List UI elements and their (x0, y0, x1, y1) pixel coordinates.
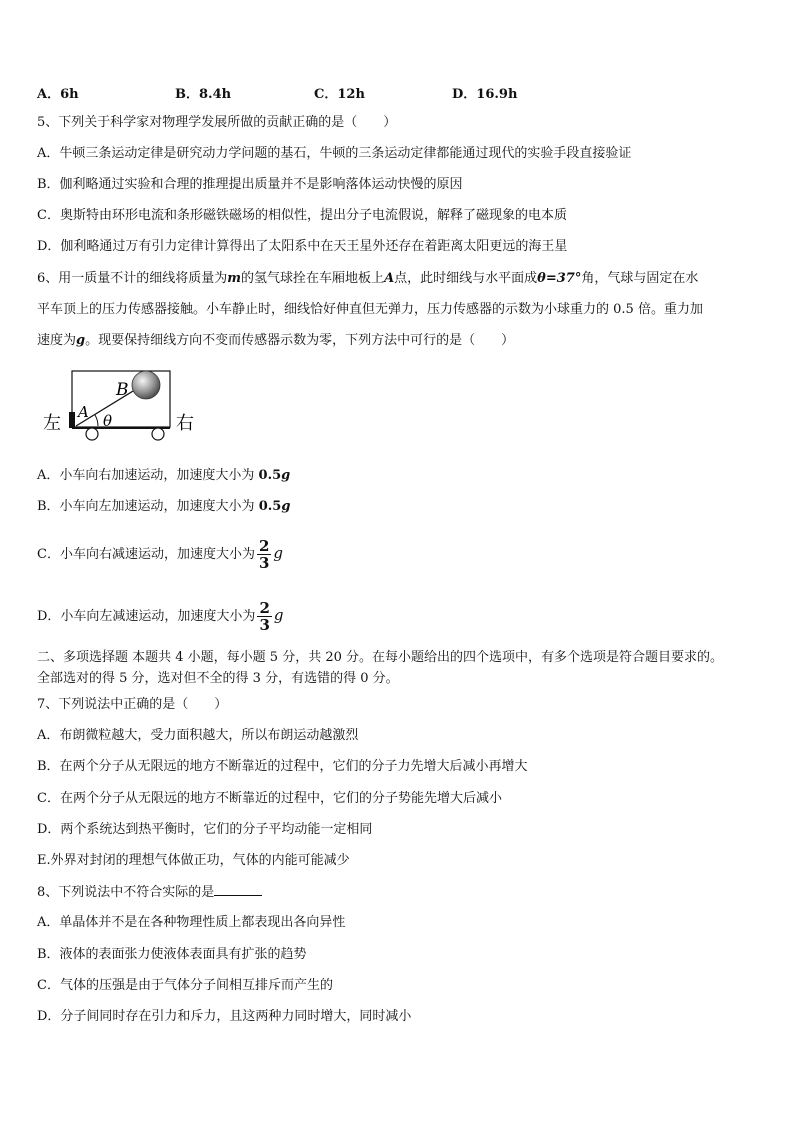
q5-option-b: B．伽利略通过实验和合理的推理提出质量并不是影响落体运动快慢的原因 (37, 177, 463, 192)
q4-option-c (314, 83, 365, 102)
q4-option-b (175, 83, 231, 102)
fraction (257, 600, 271, 633)
q6-option-c (37, 535, 283, 573)
anchor-block (69, 412, 75, 428)
option-unit: g (281, 499, 291, 514)
angle-value: θ=37° (537, 271, 582, 286)
label-right: 右 (176, 413, 194, 434)
text-span: 角，气球与固定在水 (581, 271, 699, 286)
balloon (132, 371, 160, 399)
q5-stem: 5、下列关于科学家对物理学发展所做的贡献正确的是（ ） (37, 115, 397, 130)
label-theta: θ (103, 412, 113, 430)
q6-stem-line1 (37, 270, 698, 288)
wheel-right (152, 428, 164, 440)
variable-m: m (227, 271, 242, 286)
section2-line1: 二、多项选择题 本题共 4 小题，每小题 5 分，共 20 分。在每小题给出的四个选项中，有多个选项是符合题目要求的。 (37, 650, 724, 665)
fraction-numerator: 2 (258, 537, 270, 555)
cart-balloon-figure (40, 368, 205, 446)
option-text: B．小车向左加速运动，加速度大小为 (37, 499, 259, 514)
option-value: 0.5 (258, 499, 282, 514)
text-span: 。现要保持细线方向不变而传感器示数为零，下列方法中可行的是（ ） (85, 333, 515, 348)
label-left: 左 (43, 413, 61, 434)
option-value: 16.9h (476, 87, 518, 102)
variable-a: A (384, 271, 395, 286)
option-value: 12h (337, 87, 365, 102)
fraction-numerator: 2 (259, 599, 270, 617)
option-text: D．小车向左减速运动，加速度大小为 (37, 609, 256, 624)
q6-option-d (37, 597, 283, 635)
q8-option-c: C．气体的压强是由于气体分子间相互排斥而产生的 (37, 978, 333, 993)
option-value: 0.5 (258, 468, 282, 483)
q4-option-a (37, 83, 79, 102)
text-span: 6、用一质量不计的细线将质量为 (37, 271, 228, 286)
q7-option-d: D．两个系统达到热平衡时，它们的分子平均动能一定相同 (37, 822, 373, 837)
text-span: 的氢气球拴在车厢地板上 (241, 271, 385, 286)
q5-option-a: A．牛顿三条运动定律是研究动力学问题的基石，牛顿的三条运动定律都能通过现代的实验手段直接验证 (37, 146, 632, 161)
q8-stem (37, 883, 262, 902)
q8-option-d: D．分子间同时存在引力和斥力，且这两种力同时增大，同时减小 (37, 1009, 412, 1024)
option-text: A．小车向右加速运动，加速度大小为 (37, 468, 259, 483)
option-unit: g (273, 544, 283, 562)
label-point-b: B (116, 380, 129, 400)
answer-blank (214, 883, 262, 896)
q6-stem-line2: 平车顶上的压力传感器接触。小车静止时，细线恰好伸直但无弹力，压力传感器的示数为小球重力的 0.5 倍。重力加 (37, 302, 703, 317)
q5-option-d: D．伽利略通过万有引力定律计算得出了太阳系中在天王星外还存在着距离太阳更远的海王星 (37, 239, 568, 254)
q8-option-a: A．单晶体并不是在各种物理性质上都表现出各向异性 (37, 915, 346, 930)
option-label: C． (314, 87, 338, 102)
q6-option-a (37, 467, 290, 485)
q7-stem: 7、下列说法中正确的是（ ） (37, 697, 228, 712)
q6-option-b (37, 498, 290, 516)
angle-arc (95, 415, 98, 426)
section2-line2: 全部选对的得 5 分，选对但不全的得 3 分，有选错的得 0 分。 (37, 671, 399, 686)
q5-option-c: C．奥斯特由环形电流和条形磁铁磁场的相似性，提出分子电流假说，解释了磁现象的电本质 (37, 208, 567, 223)
variable-g: g (76, 333, 86, 348)
fraction-denominator: 3 (259, 616, 270, 634)
stem-text: 8、下列说法中不符合实际的是 (37, 885, 215, 900)
q7-option-a: A．布朗微粒越大，受力面积越大，所以布朗运动越激烈 (37, 728, 359, 743)
option-label: A． (37, 87, 61, 102)
option-unit: g (281, 468, 291, 483)
option-label: D． (452, 87, 477, 102)
label-point-a: A (78, 403, 89, 421)
option-unit: g (273, 606, 284, 624)
q6-stem-line3 (37, 332, 514, 350)
fraction (257, 538, 271, 571)
option-value: 8.4h (199, 87, 232, 102)
fraction-denominator: 3 (258, 554, 270, 572)
option-value: 6h (60, 87, 79, 102)
text-span: 速度为 (37, 333, 77, 348)
q7-option-e: E.外界对封闭的理想气体做正功，气体的内能可能减少 (37, 853, 350, 868)
option-text: C．小车向右减速运动，加速度大小为 (37, 547, 255, 562)
option-label: B． (175, 87, 199, 102)
q7-option-c: C．在两个分子从无限远的地方不断靠近的过程中，它们的分子势能先增大后减小 (37, 791, 502, 806)
text-span: 点，此时细线与水平面成 (394, 271, 538, 286)
q8-option-b: B．液体的表面张力使液体表面具有扩张的趋势 (37, 947, 307, 962)
wheel-left (86, 428, 98, 440)
q7-option-b: B．在两个分子从无限远的地方不断靠近的过程中，它们的分子力先增大后减小再增大 (37, 759, 528, 774)
q4-option-d (452, 83, 517, 102)
